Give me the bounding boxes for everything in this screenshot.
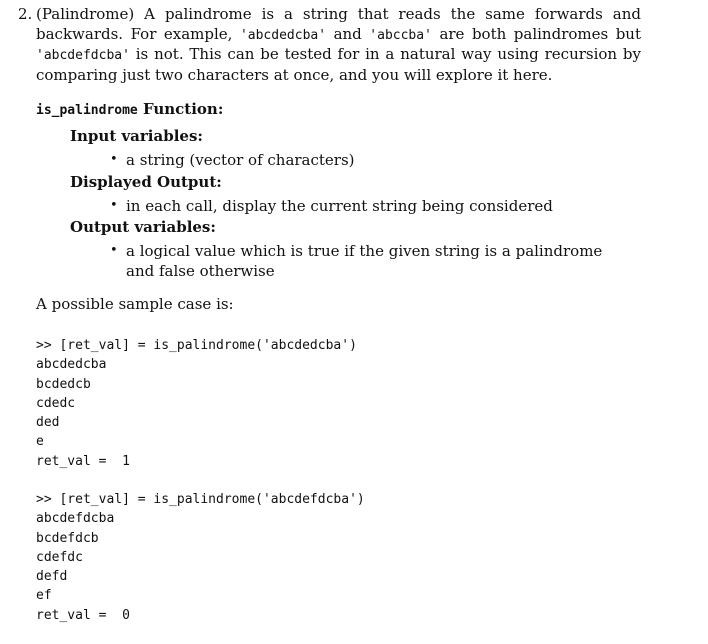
input-bullet-text: a string (vector of characters) [126,151,355,169]
displayed-output-label: Displayed Output: [70,173,222,191]
output-line: ded [36,415,60,431]
bullet-icon: • [110,152,118,167]
problem-and: and [326,24,370,43]
function-name: is_palindrome [36,103,138,118]
output-bullet-text: a logical value which is true if the given string is a palindrome and false otherwise [126,242,603,280]
problem-text [36,5,641,85]
sample-output-2 [36,490,365,625]
problem-intro: (Palindrome) A palindrome is a string that reads the same forwards and backwards. For example, [36,5,641,43]
output-line: cdedc [36,395,76,411]
example-palindrome-1: 'abcdedcba' [239,27,327,43]
output-line: abcdedcba [36,357,107,373]
function-heading [36,100,223,118]
example-non-palindrome: 'abcdefdcba' [36,48,130,63]
output-line: e [36,434,44,450]
output-line: cdefdc [36,549,83,565]
output-line: bcdedcb [36,376,91,392]
output-line: bcdefdcb [36,530,99,546]
function-heading-suffix: Function: [137,100,224,118]
problem-middle: are both palindromes but [431,24,641,43]
command-line: >> [ret_val] = is_palindrome('abcdefdcba') [36,492,365,507]
result-line: ret_val = 1 [36,453,130,469]
output-line: defd [36,569,68,585]
output-line: abcdefdcba [36,511,115,527]
bullet-icon: • [110,198,118,213]
command-line: >> [ret_val] = is_palindrome('abcdedcba') [36,338,357,353]
problem-ending: is not. This can be tested for in a natural way using recursion by comparing just two characters at once, and you will explore it here. [36,45,641,84]
problem-number: 2. [18,5,33,23]
output-variables-label: Output variables: [70,218,216,236]
input-variables-label: Input variables: [70,127,203,145]
output-line: ef [36,588,52,604]
example-palindrome-2: 'abccba' [369,27,432,43]
bullet-icon: • [110,243,118,258]
display-bullet-text: in each call, display the current string being considered [126,197,553,215]
sample-intro: A possible sample case is: [36,295,234,313]
result-line: ret_val = 0 [36,607,130,623]
sample-output-1 [36,336,357,471]
